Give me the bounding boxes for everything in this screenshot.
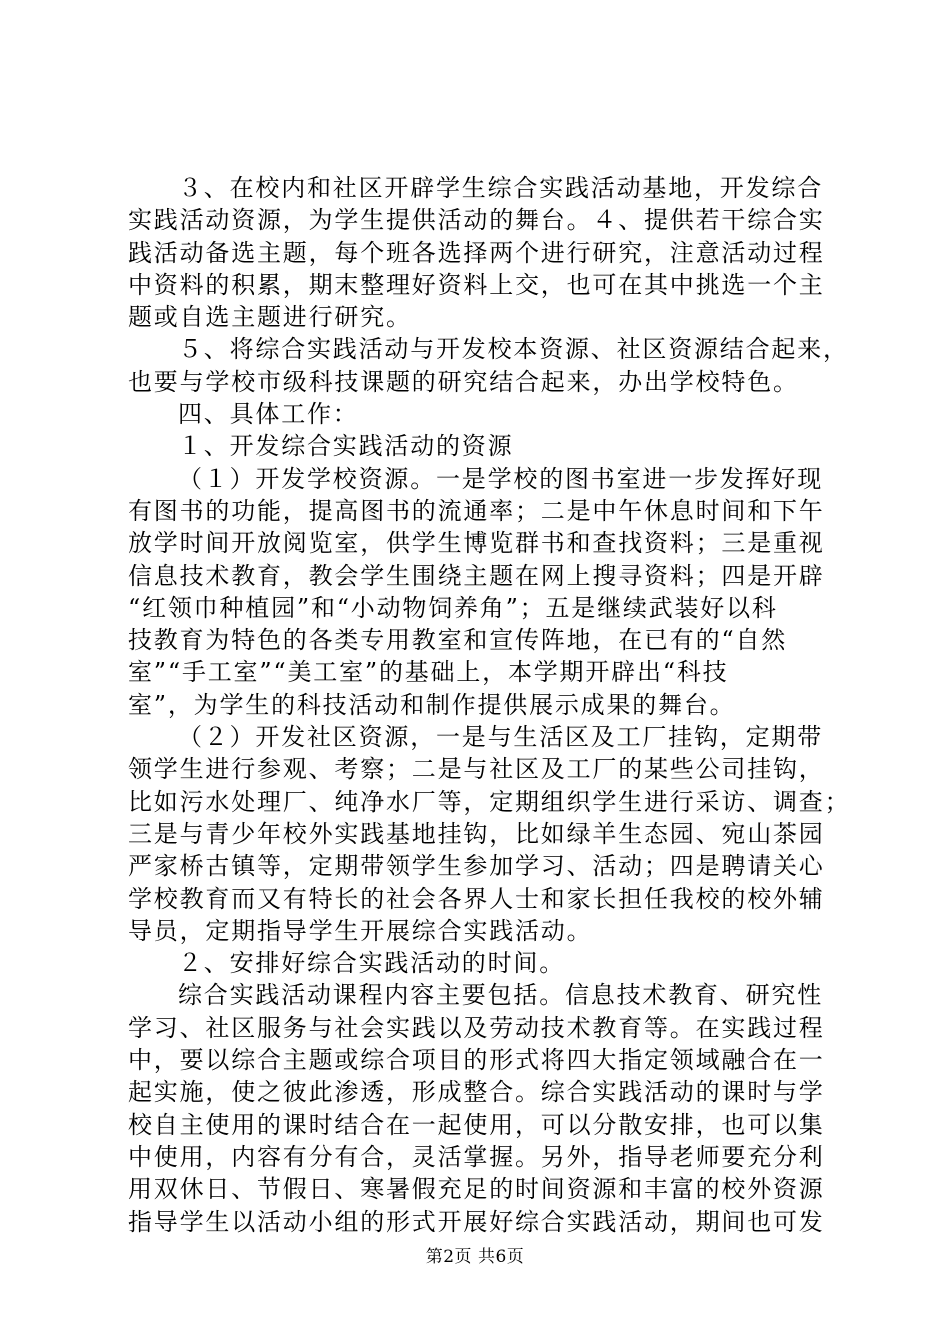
text-line: 严家桥古镇等，定期带领学生参加学习、活动；四是聘请关心 bbox=[128, 852, 825, 881]
text-line: 技教育为特色的各类专用教室和宣传阵地，在已有的“自然 bbox=[128, 626, 788, 655]
text-line: 有图书的功能，提高图书的流通率；二是中午休息时间和下午 bbox=[128, 496, 825, 525]
text-line: 中，要以综合主题或综合项目的形式将四大指定领域融合在一 bbox=[128, 1046, 825, 1075]
text-line: 比如污水处理厂、纯净水厂等，定期组织学生进行采访、调查； bbox=[128, 787, 851, 816]
text-line: 用双休日、节假日、寒暑假充足的时间资源和丰富的校外资源 bbox=[128, 1175, 825, 1204]
text-line: （２）开发社区资源，一是与生活区及工厂挂钩，定期带 bbox=[178, 723, 823, 752]
text-line: 指导学生以活动小组的形式开展好综合实践活动，期间也可发 bbox=[128, 1207, 825, 1236]
text-line: 三是与青少年校外实践基地挂钩，比如绿羊生态园、宛山茶园 bbox=[128, 819, 825, 848]
text-line: “红领巾种植园”和“小动物饲养角”；五是继续武装好以科 bbox=[128, 593, 778, 622]
document-body bbox=[128, 172, 851, 1238]
text-line: 四、具体工作： bbox=[178, 400, 359, 429]
text-line: 信息技术教育，教会学生围绕主题在网上搜寻资料；四是开辟 bbox=[128, 561, 825, 590]
text-line: ２、安排好综合实践活动的时间。 bbox=[178, 949, 565, 978]
text-line: 领学生进行参观、考察；二是与社区及工厂的某些公司挂钩， bbox=[128, 755, 825, 784]
text-line: 实践活动资源，为学生提供活动的舞台。４、提供若干综合实 bbox=[128, 206, 825, 235]
text-line: 导员，定期指导学生开展综合实践活动。 bbox=[128, 916, 593, 945]
text-line: 也要与学校市级科技课题的研究结合起来，办出学校特色。 bbox=[128, 367, 799, 396]
text-line: １、开发综合实践活动的资源 bbox=[178, 432, 514, 461]
page-footer: 第2页 共6页 bbox=[425, 1247, 525, 1267]
text-line: 起实施，使之彼此渗透，形成整合。综合实践活动的课时与学 bbox=[128, 1078, 825, 1107]
text-line: ３、在校内和社区开辟学生综合实践活动基地，开发综合 bbox=[178, 174, 823, 202]
text-line: 学校教育而又有特长的社会各界人士和家长担任我校的校外辅 bbox=[128, 884, 825, 913]
text-line: 室”，为学生的科技活动和制作提供展示成果的舞台。 bbox=[128, 690, 736, 719]
text-line: 综合实践活动课程内容主要包括。信息技术教育、研究性 bbox=[178, 981, 823, 1010]
text-line: ５、将综合实践活动与开发校本资源、社区资源结合起来， bbox=[178, 335, 849, 364]
text-line: 放学时间开放阅览室，供学生博览群书和查找资料；三是重视 bbox=[128, 529, 825, 558]
text-line: 题或自选主题进行研究。 bbox=[128, 303, 412, 332]
text-line: 学习、社区服务与社会实践以及劳动技术教育等。在实践过程 bbox=[128, 1013, 825, 1042]
text-line: （１）开发学校资源。一是学校的图书室进一步发挥好现 bbox=[178, 464, 823, 493]
text-line: 践活动备选主题，每个班各选择两个进行研究，注意活动过程 bbox=[128, 238, 825, 267]
text-line: 校自主使用的课时结合在一起使用，可以分散安排，也可以集 bbox=[128, 1110, 825, 1139]
text-line: 中使用，内容有分有合，灵活掌握。另外，指导老师要充分利 bbox=[128, 1142, 825, 1171]
text-line: 中资料的积累，期末整理好资料上交，也可在其中挑选一个主 bbox=[128, 270, 825, 299]
text-line: 室”“手工室”“美工室”的基础上，本学期开辟出“科技 bbox=[128, 658, 729, 687]
